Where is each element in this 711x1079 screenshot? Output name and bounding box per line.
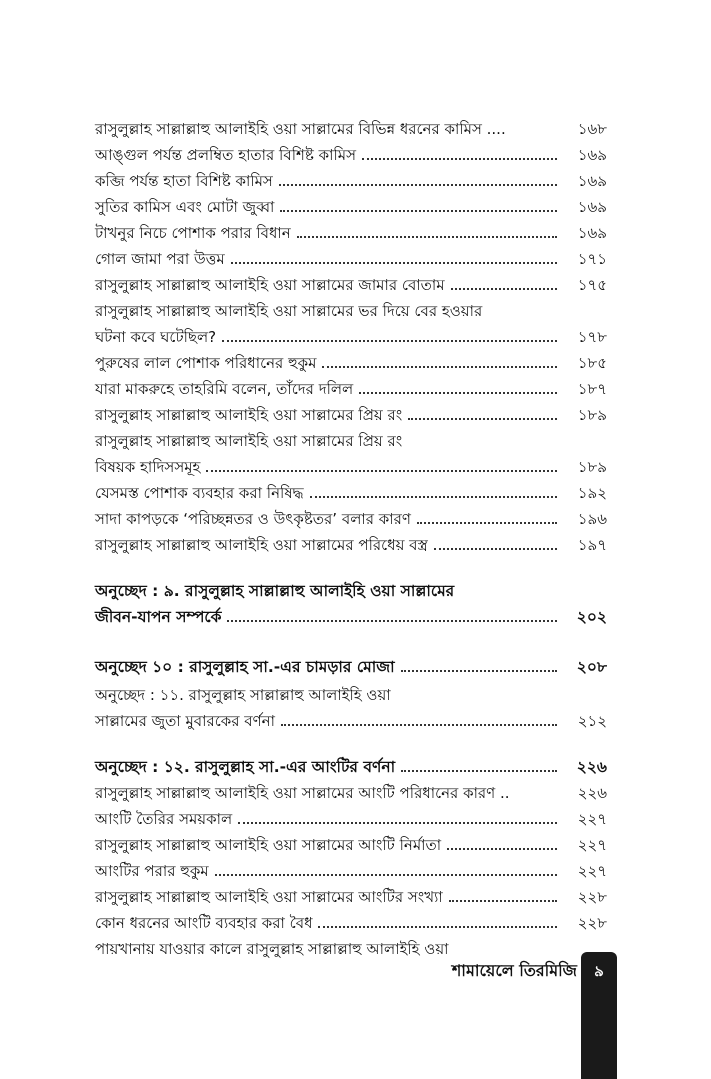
dot-leader [408, 418, 557, 420]
toc-entry [95, 348, 607, 374]
toc-entry [95, 752, 607, 778]
toc-entry-page: ২০৮ [576, 658, 607, 676]
toc-entry [95, 114, 607, 140]
toc-entry-page: ১৮৫ [577, 354, 607, 372]
toc-entry [95, 882, 607, 908]
toc-entry [95, 400, 607, 426]
toc-entry-title: অনুচ্ছেদ ১০ : রাসুলুল্লাহ সা.-এর চামড়ার মোজা [95, 658, 395, 676]
toc-entry-page: ২০২ [576, 608, 607, 626]
toc-entry-title: পায়খানায় যাওয়ার কালে রাসুলুল্লাহ সাল্লাল্লাহু আলাইহি ওয়া [95, 940, 449, 958]
dot-leader [401, 670, 557, 672]
dot-leader [451, 288, 557, 290]
toc-entry [95, 830, 607, 856]
toc-entry [95, 296, 607, 322]
toc-entry-page: ১৭৮ [577, 328, 607, 346]
dot-leader [215, 874, 557, 876]
dot-leader [206, 470, 557, 472]
toc-entry-title: কব্জি পর্যন্ত হাতা বিশিষ্ট কামিস [95, 172, 273, 190]
toc-entry-title: যারা মাকরুহে তাহরিমি বলেন, তাঁদের দলিল [95, 380, 354, 398]
toc-entry [95, 504, 607, 530]
dot-leader [417, 522, 557, 524]
dot-leader [297, 236, 557, 238]
dot-leader [322, 366, 557, 368]
dot-leader [449, 900, 557, 902]
dot-leader [310, 496, 557, 498]
dot-leader [231, 262, 557, 264]
toc-entry-title: সাদা কাপড়কে ‘পরিচ্ছন্নতর ও উৎকৃষ্টতর’ বলার কারণ [95, 510, 411, 528]
toc-entry-page: ১৮৭ [577, 380, 607, 398]
toc-entry-page: ১৬৯ [577, 224, 607, 242]
toc-entry-page: ১৯৬ [577, 510, 607, 528]
toc-entry-title: অনুচ্ছেদ : ১২. রাসুলুল্লাহ সা.-এর আংটির বর্ণনা [95, 758, 396, 776]
page-number-tab [581, 952, 617, 1079]
toc-entry-title: জীবন-যাপন সম্পর্কে [95, 608, 222, 626]
toc-entry-title: আংটি তৈরির সময়কাল [95, 810, 233, 828]
dot-leader [318, 926, 557, 928]
toc-entry [95, 478, 607, 504]
toc-entry-page: ২২৭ [577, 862, 607, 880]
dot-leader [362, 158, 557, 160]
toc-entry [95, 140, 607, 166]
toc-entry-title: রাসুলুল্লাহ সাল্লাল্লাহু আলাইহি ওয়া সাল্লামের প্রিয় রং [95, 432, 403, 450]
dot-leader [434, 548, 557, 550]
toc-entry [95, 270, 607, 296]
dot-leader [447, 848, 557, 850]
toc-entry [95, 218, 607, 244]
toc-entry [95, 192, 607, 218]
toc-entry-title: রাসুলুল্লাহ সাল্লাল্লাহু আলাইহি ওয়া সাল্লামের ভর দিয়ে বের হওয়ার [95, 302, 483, 320]
toc-entry [95, 166, 607, 192]
toc-entry-page: ২২৭ [577, 810, 607, 828]
toc-entry-page: ১৮৯ [577, 458, 607, 476]
toc-entry-title: সুতির কামিস এবং মোটা জুব্বা [95, 198, 275, 216]
toc-entry-title: রাসুলুল্লাহ সাল্লাল্লাহু আলাইহি ওয়া সাল্লামের আংটি পরিধানের কারণ .. [95, 784, 510, 802]
toc-entry-title: সাল্লামের জুতা মুবারকের বর্ণনা [95, 712, 275, 730]
toc-entry [95, 530, 607, 556]
dot-leader [359, 392, 557, 394]
toc-entry-title: অনুচ্ছেদ : ৯. রাসুলুল্লাহ সাল্লাল্লাহু আলাইহি ওয়া সাল্লামের [95, 582, 455, 600]
toc-entry [95, 452, 607, 478]
toc-entry-page: ২২৬ [577, 784, 607, 802]
toc-entry-page: ১৭৫ [577, 276, 607, 294]
toc-entry [95, 706, 607, 732]
dot-leader [280, 210, 557, 212]
toc-entry-page: ১৬৮ [577, 120, 607, 138]
toc-entry-page: ১৬৯ [577, 146, 607, 164]
toc-entry-title: গোল জামা পরা উত্তম [95, 250, 225, 268]
toc-entry [95, 244, 607, 270]
toc-entry [95, 778, 607, 804]
book-title: শামায়েলে তিরমিজি [451, 961, 577, 980]
toc-entry-page: ২২৭ [577, 836, 607, 854]
dot-leader [222, 340, 557, 342]
toc-entry [95, 856, 607, 882]
toc-entry-title: আংটির পরার হুকুম [95, 862, 209, 880]
toc-entry-title: রাসুলুল্লাহ সাল্লাল্লাহু আলাইহি ওয়া সাল্লামের জামার বোতাম [95, 276, 445, 294]
toc-entry-page: ২২৬ [576, 758, 607, 776]
toc-entry-page: ১৮৯ [577, 406, 607, 424]
toc-entry [95, 576, 607, 602]
toc-entry [95, 652, 607, 678]
running-footer [452, 957, 593, 985]
toc-entry-page: ২২৮ [577, 888, 607, 906]
toc-entry [95, 426, 607, 452]
toc-entry-title: পুরুষের লাল পোশাক পরিধানের হুকুম [95, 354, 317, 372]
page-number: ৯ [594, 962, 604, 980]
toc-entry [95, 374, 607, 400]
dot-leader [238, 822, 557, 824]
toc-entry-title: রাসুলুল্লাহ সাল্লাল্লাহু আলাইহি ওয়া সাল্লামের প্রিয় রং [95, 406, 403, 424]
dot-leader [281, 724, 557, 726]
toc-entry [95, 804, 607, 830]
toc-entry-title: রাসুলুল্লাহ সাল্লাল্লাহু আলাইহি ওয়া সাল্লামের আংটি নির্মাতা [95, 836, 442, 854]
toc-entry-page: ১৭১ [577, 250, 607, 268]
toc-entry-title: বিষয়ক হাদিসসমূহ [95, 458, 201, 476]
dot-leader [279, 184, 557, 186]
toc-entry-title: কোন ধরনের আংটি ব্যবহার করা বৈধ [95, 914, 313, 932]
toc-entry-page: ১৬৯ [577, 172, 607, 190]
toc-entry-page: ১৯২ [577, 484, 607, 502]
toc-entry-page: ২২৮ [577, 914, 607, 932]
toc-entry-page: ১৬৯ [577, 198, 607, 216]
toc-entry-title: যেসমস্ত পোশাক ব্যবহার করা নিষিদ্ধ [95, 484, 304, 502]
dot-leader [227, 620, 557, 622]
toc-entry-title: অনুচ্ছেদ : ১১. রাসুলুল্লাহ সাল্লাল্লাহু আলাইহি ওয়া [95, 686, 391, 704]
toc-entry-page: ২১২ [577, 712, 607, 730]
toc-entry [95, 680, 607, 706]
toc-entry-title: ঘটনা কবে ঘটেছিল? [95, 328, 217, 346]
toc-entry-title: রাসুলুল্লাহ সাল্লাল্লাহু আলাইহি ওয়া সাল্লামের বিভিন্ন ধরনের কামিস .... [95, 120, 506, 138]
toc-entry-title: রাসুলুল্লাহ সাল্লাল্লাহু আলাইহি ওয়া সাল্লামের আংটির সংখ্যা [95, 888, 443, 906]
toc-entry-title: টাখনুর নিচে পোশাক পরার বিধান [95, 224, 291, 242]
toc-entry [95, 908, 607, 934]
toc-entry-title: রাসুলুল্লাহ সাল্লাল্লাহু আলাইহি ওয়া সাল্লামের পরিধেয় বস্ত্র [95, 536, 428, 554]
toc-entry-title: আঙ্গুল পর্যন্ত প্রলম্বিত হাতার বিশিষ্ট কামিস [95, 146, 356, 164]
toc-entry [95, 322, 607, 348]
dot-leader [401, 770, 557, 772]
toc-entry [95, 602, 607, 628]
toc-entry-page: ১৯৭ [577, 536, 607, 554]
